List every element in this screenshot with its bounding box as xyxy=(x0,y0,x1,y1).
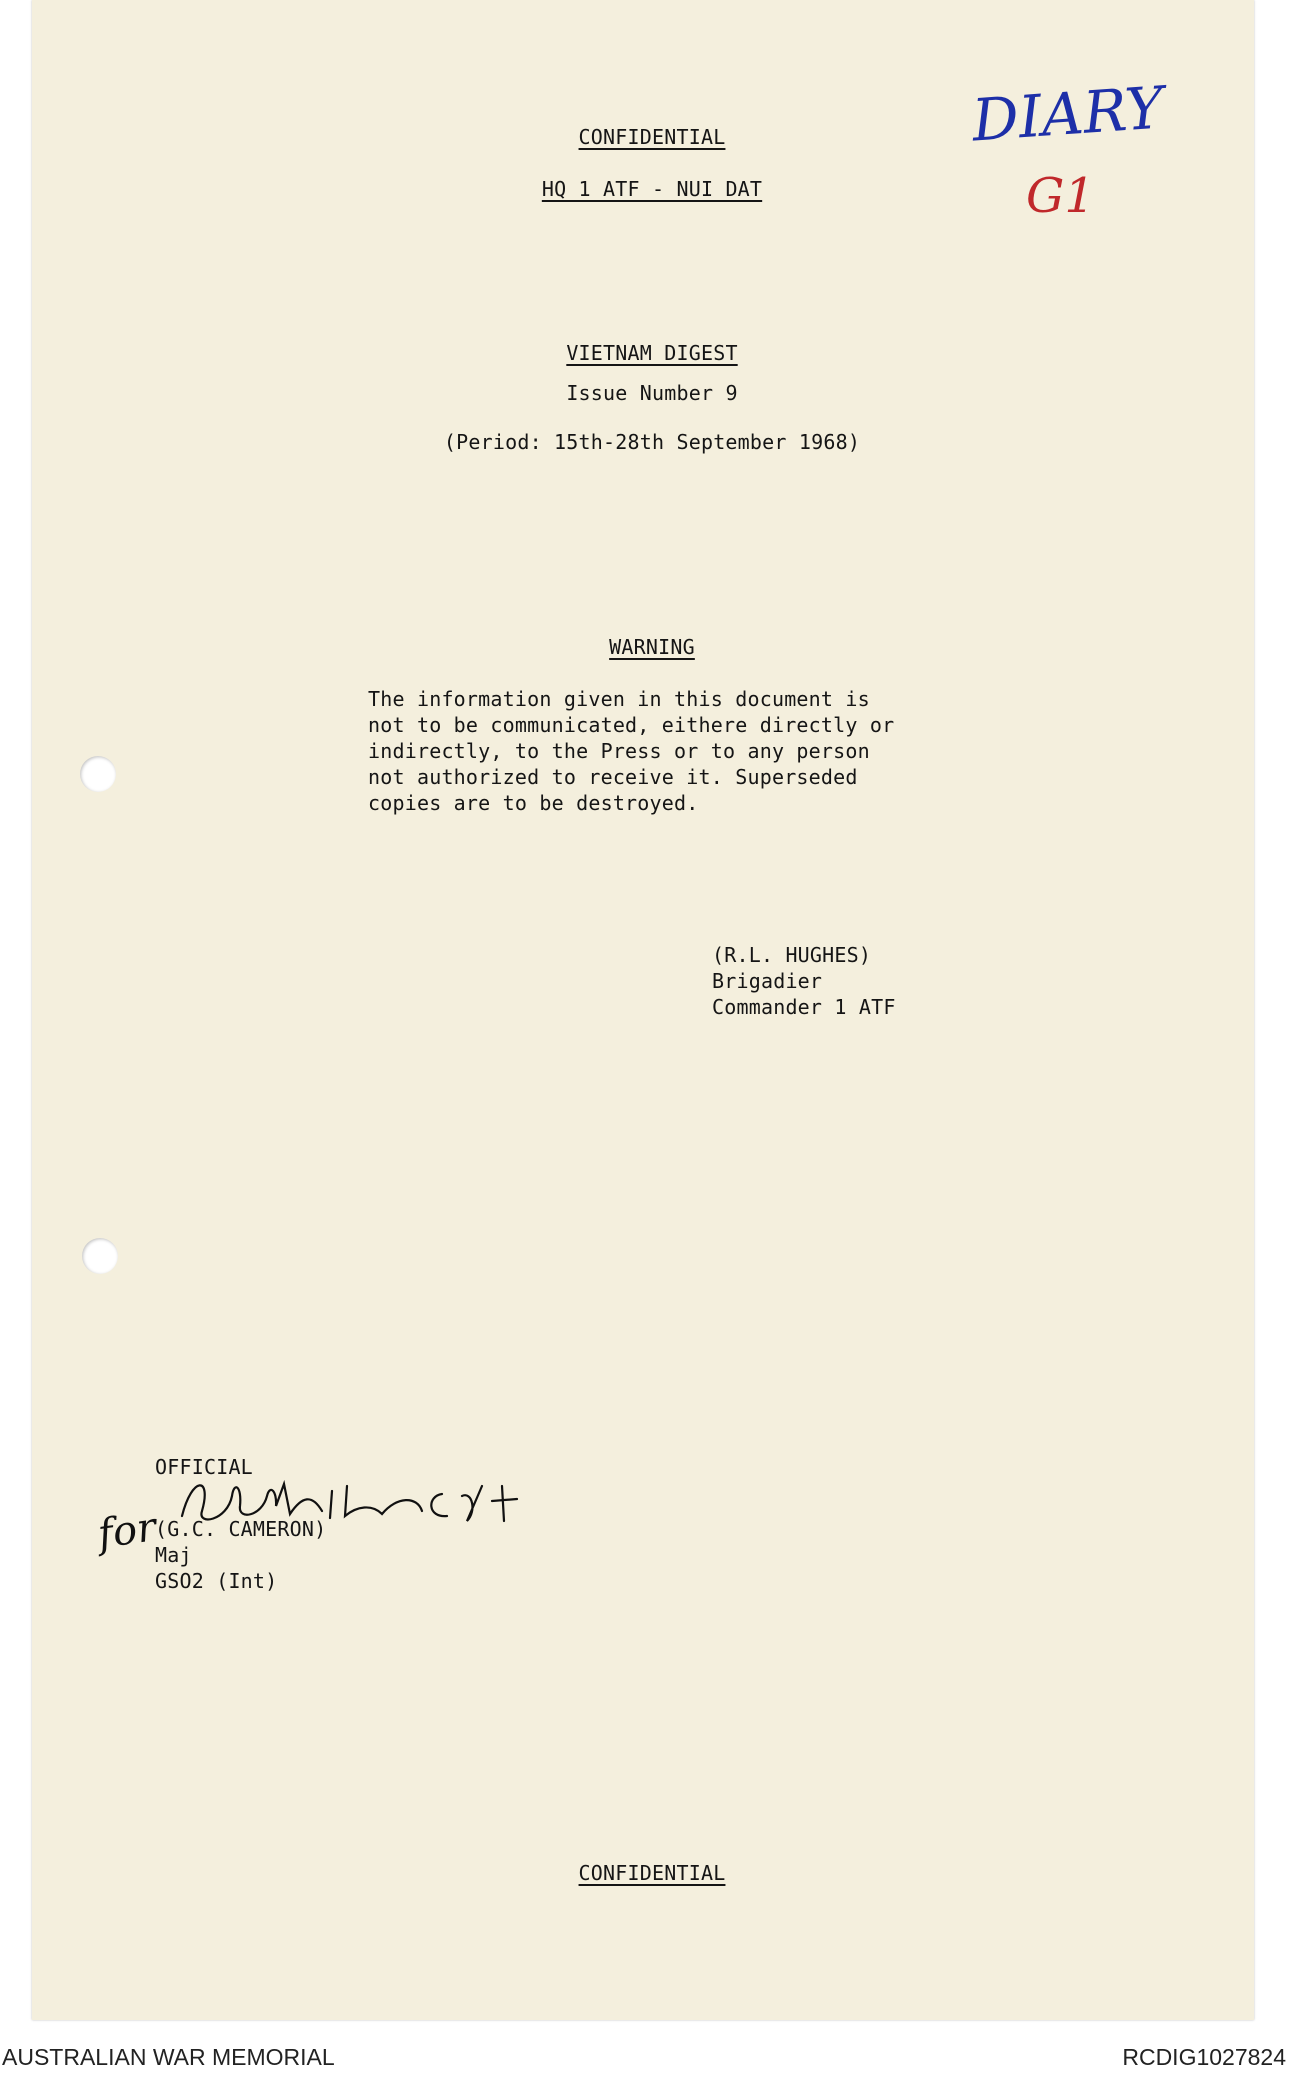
warning-line-2: not to be communicated, eithere directly or xyxy=(368,713,895,737)
warning-heading: WARNING xyxy=(609,635,695,659)
document-sheet xyxy=(32,0,1254,2020)
warning-line-3: indirectly, to the Press or to any person xyxy=(368,739,870,763)
warning-line-5: copies are to be destroyed. xyxy=(368,791,699,815)
archive-institution: AUSTRALIAN WAR MEMORIAL xyxy=(2,2044,335,2070)
classification-bottom: CONFIDENTIAL xyxy=(578,1861,726,1885)
digest-title: VIETNAM DIGEST xyxy=(566,341,738,365)
official-rank: Maj xyxy=(155,1543,192,1567)
official-position: GSO2 (Int) xyxy=(155,1569,278,1593)
punch-hole-upper xyxy=(80,756,116,792)
official-label: OFFICIAL xyxy=(155,1455,253,1479)
warning-line-4: not authorized to receive it. Superseded xyxy=(368,765,858,789)
signatory-name: (R.L. HUGHES) xyxy=(712,943,872,967)
classification-top: CONFIDENTIAL xyxy=(578,125,726,149)
signatory-rank: Brigadier xyxy=(712,969,823,993)
handwritten-signature xyxy=(172,1466,552,1536)
for-annotation: for xyxy=(95,1504,159,1558)
g1-annotation: G1 xyxy=(1026,168,1095,224)
issue-number: Issue Number 9 xyxy=(566,381,738,405)
warning-line-1: The information given in this document is xyxy=(368,687,870,711)
signatory-title: Commander 1 ATF xyxy=(712,995,896,1019)
diary-annotation: DIARY xyxy=(969,73,1166,155)
period-line: (Period: 15th-28th September 1968) xyxy=(443,430,861,454)
punch-hole-lower xyxy=(82,1238,118,1274)
archive-record-id: RCDIG1027824 xyxy=(1122,2044,1286,2070)
official-name: (G.C. CAMERON) xyxy=(155,1517,327,1541)
hq-line: HQ 1 ATF - NUI DAT xyxy=(541,177,763,201)
